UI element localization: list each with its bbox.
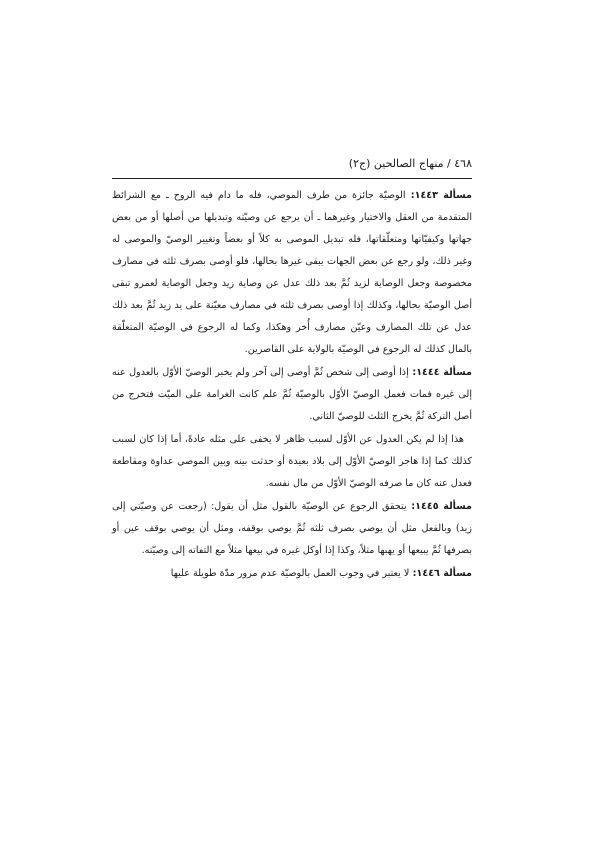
issue-label: مسألة xyxy=(443,190,472,201)
paragraph-note xyxy=(112,429,472,495)
paragraph-issue-1444 xyxy=(112,362,472,428)
issue-label: مسألة xyxy=(443,568,472,579)
paragraph-text: يتحقق الرجوع عن الوصيّة بالقول مثل أن يقول: (رجعت عن وصيّتي إلى زيد) وبالفعل مثل أن يوصي بصرف ثلثه ثُمَّ يوصي بوقفه، ومثل أن يوصي بوقف عين أو بصرفها ثُمَّ يبيعها أو يهبها مثلاً، وكذا إذا أوكل غيره في بيعها مثلاً مع التفاته إلى وصيّته. xyxy=(112,501,472,556)
page-header xyxy=(112,154,472,179)
paragraph-text: إذا أوصى إلى شخص ثُمَّ أوصى إلى آخر ولم يخبر الوصيّ الأوّل بالعدول عنه إلى غيره فمات فعمل الوصيّ الأوّل بالوصيّة ثُمَّ علم كانت الغرامة على الميّت فتخرج من أصل التركة ثُمَّ يخرج الثلث للوصيّ الثاني. xyxy=(112,367,472,422)
paragraph-text: هذا إذا لم يكن العدول عن الأوّل لسبب ظاهر لا يخفى على مثله عادةً، أما إذا كان لسبب كذلك كما إذا هاجر الوصيّ الأوّل إلى بلاد بعيدة أو حدثت بينه وبين الموصي عداوة ومقاطعة فعدل عنه كان ما صرفه الوصيّ الأوّل من مال نفسه. xyxy=(112,434,472,489)
issue-label: مسألة xyxy=(443,367,472,378)
running-head: ٤٦٨ / منهاج الصالحين (ج٢) xyxy=(348,157,472,170)
page-body xyxy=(112,185,472,586)
paragraph-text: لا يعتبر في وجوب العمل بالوصيّة عدم مرور مدّة طويلة عليها xyxy=(170,568,410,579)
issue-label: مسألة xyxy=(443,501,472,512)
issue-number: ١٤٤٥: xyxy=(406,501,444,512)
paragraph-issue-1446 xyxy=(112,563,472,585)
issue-number: ١٤٤٦: xyxy=(409,568,444,579)
issue-number: ١٤٤٤: xyxy=(408,367,444,378)
paragraph-text: الوصيّة جائزة من طرف الموصي، فله ما دام فيه الروح ـ مع الشرائط المتقدمة من العقل والاختيار وغيرهما ـ أن يرجع عن وصيّته وتبديلها من أصلها أو من بعض جهاتها وكيفيّاتها ومتعلّقاتها، فله تبديل الموصى به كلاً أو بعضاً وتغيير الوصيّ والموصى له وغير ذلك، ولو رجع عن بعض الجهات يبقى غيرها بحالها، فلو أوصى بصرف ثلثه في مصارف مخصوصة وجعل الوصاية لزيد ثُمَّ بعد ذلك عدل عن وصاية زيد وجعل الوصاية لعمرو تبقى أصل الوصيّة بحالها، وكذلك إذا أوصى بصرف ثلثه في مصارف معيّنة على يد زيد ثُمَّ بعد ذلك عدل عن تلك المصارف وعيّن مصارف أُخر وهكذا، وكما له الرجوع في الوصيّة المتعلّقة بالمال كذلك له الرجوع في الوصيّة بالولاية على القاصرين. xyxy=(112,190,472,355)
issue-number: ١٤٤٣: xyxy=(405,190,444,201)
paragraph-issue-1443 xyxy=(112,185,472,361)
paragraph-issue-1445 xyxy=(112,496,472,562)
